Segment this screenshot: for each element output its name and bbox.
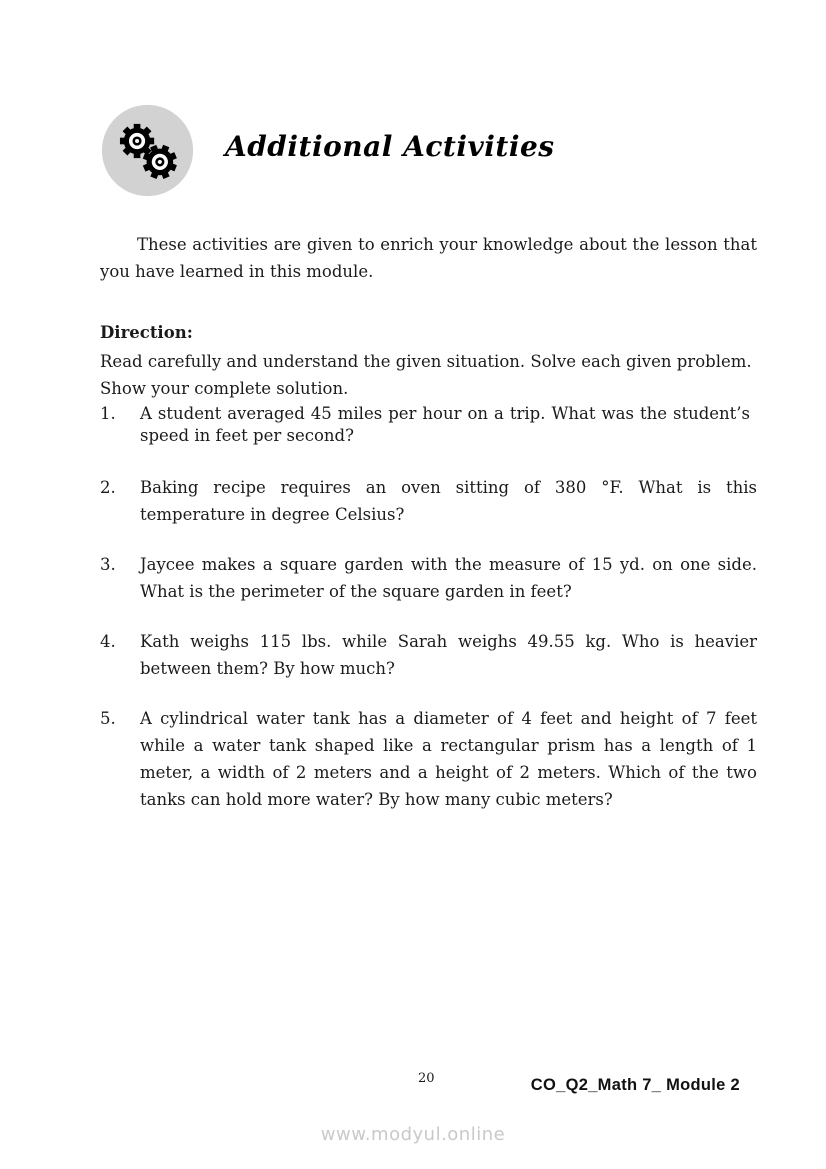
problem-text: Kath weighs 115 lbs. while Sarah weighs 49.55 kg. Who is heavier between them? By how much?	[140, 632, 757, 678]
problem-item-1	[100, 403, 757, 446]
problem-text: Baking recipe requires an oven sitting of 380 °F. What is this temperature in degree Celsius?	[140, 478, 757, 524]
problem-number: 4.	[100, 632, 116, 651]
module-label: CO_Q2_Math 7_ Module 2	[530, 1076, 740, 1094]
direction-text: Read carefully and understand the given situation. Solve each given problem. Show your complete solution.	[100, 352, 752, 398]
problem-number: 1.	[100, 404, 116, 423]
section-header	[100, 103, 757, 198]
problem-item-5	[100, 705, 757, 813]
problem-number: 3.	[100, 555, 116, 574]
page-title: Additional Activities	[225, 130, 555, 163]
problem-number: 5.	[100, 709, 116, 728]
problem-text: A student averaged 45 miles per hour on a trip. What was the student’s speed in feet per second?	[140, 404, 750, 445]
intro-paragraph: These activities are given to enrich your knowledge about the lesson that you have learned in this module.	[100, 235, 757, 281]
problem-item-2	[100, 474, 757, 528]
problem-number: 2.	[100, 478, 116, 497]
problem-text: Jaycee makes a square garden with the measure of 15 yd. on one side. What is the perimeter of the square garden in feet?	[140, 555, 757, 601]
page-content	[100, 0, 757, 836]
problem-text: A cylindrical water tank has a diameter of 4 feet and height of 7 feet while a water tank shaped like a rectangular prism has a length of 1 meter, a width of 2 meters and a height of 2 meters. Which of the two tanks can hold more water? By how many cubic meters?	[140, 709, 757, 809]
problem-list	[100, 403, 757, 813]
watermark-text: www.modyul.online	[320, 1124, 506, 1145]
gears-icon	[100, 103, 195, 198]
problem-item-3	[100, 551, 757, 605]
page-number: 20	[418, 1071, 435, 1086]
direction-label: Direction:	[100, 323, 193, 342]
problem-item-4	[100, 628, 757, 682]
